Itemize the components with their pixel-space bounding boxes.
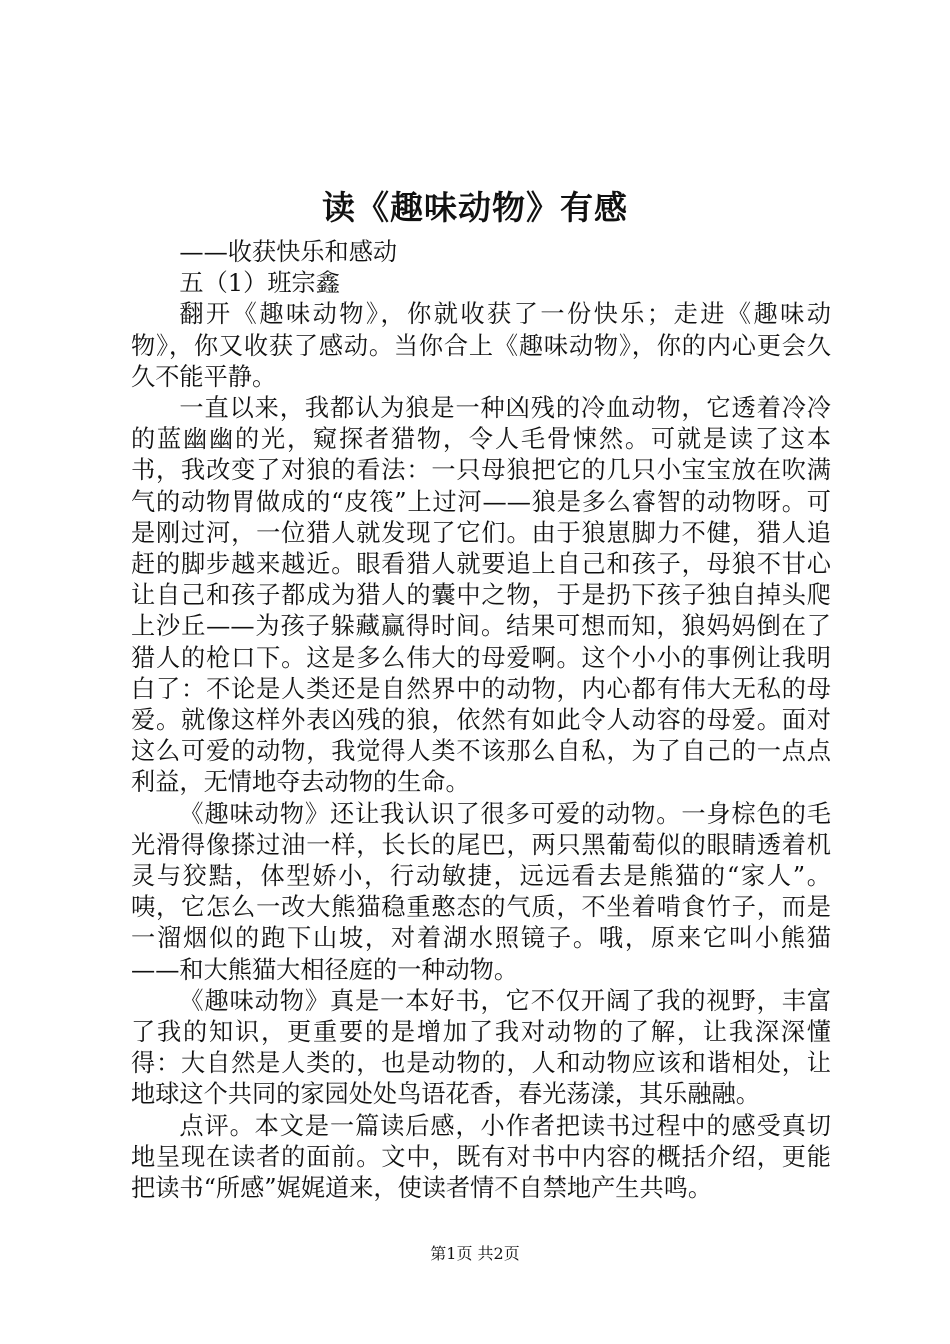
author-line: 五（1）班宗鑫 (179, 269, 340, 298)
paragraph-comment: 点评。本文是一篇读后感，小作者把读书过程中的感受真切地呈现在读者的面前。文中，既有对书中内容的概括介绍，更能把读书“所感”娓娓道来，使读者情不自禁地产生共鸣。 (131, 1111, 831, 1203)
paragraph-red-panda: 《趣味动物》还让我认识了很多可爱的动物。一身棕色的毛光滑得像搽过油一样，长长的尾巴，两只黑葡萄似的眼睛透着机灵与狡黠，体型娇小，行动敏捷，远远看去是熊猫的“家人”。咦，它怎么一改大熊猫稳重憨态的气质，不坐着啃食竹子，而是一溜烟似的跑下山坡，对着湖水照镜子。哦，原来它叫小熊猫——和大熊猫大相径庭的一种动物。 (131, 799, 831, 984)
paragraph-intro: 翻开《趣味动物》，你就收获了一份快乐；走进《趣味动物》，你又收获了感动。当你合上《趣味动物》，你的内心更会久久不能平静。 (131, 300, 831, 391)
paragraph-wolf: 一直以来，我都认为狼是一种凶残的冷血动物，它透着冷冷的蓝幽幽的光，窥探者猎物，令人毛骨悚然。可就是读了这本书，我改变了对狼的看法：一只母狼把它的几只小宝宝放在吹满气的动物胃做成的“皮筏”上过河——狼是多么睿智的动物呀。可是刚过河，一位猎人就发现了它们。由于狼崽脚力不健，猎人追赶的脚步越来越近。眼看猎人就要追上自己和孩子，母狼不甘心让自己和孩子都成为猎人的囊中之物，于是扔下孩子独自掉头爬上沙丘——为孩子躲藏赢得时间。结果可想而知，狼妈妈倒在了猎人的枪口下。这是多么伟大的母爱啊。这个小小的事例让我明白了：不论是人类还是自然界中的动物，内心都有伟大无私的母爱。就像这样外表凶残的狼，依然有如此令人动容的母爱。面对这么可爱的动物，我觉得人类不该那么自私，为了自己的一点点利益，无情地夺去动物的生命。 (131, 394, 831, 797)
paragraph-conclusion: 《趣味动物》真是一本好书，它不仅开阔了我的视野，丰富了我的知识，更重要的是增加了我对动物的了解，让我深深懂得：大自然是人类的，也是动物的，人和动物应该和谐相处，让地球这个共同的家园处处鸟语花香，春光荡漾，其乐融融。 (131, 986, 831, 1109)
page-number: 第1页 共2页 (430, 1244, 520, 1263)
document-body (131, 237, 831, 1204)
subtitle: ——收获快乐和感动 (179, 238, 398, 266)
page-title: 读《趣味动物》有感 (322, 188, 628, 227)
